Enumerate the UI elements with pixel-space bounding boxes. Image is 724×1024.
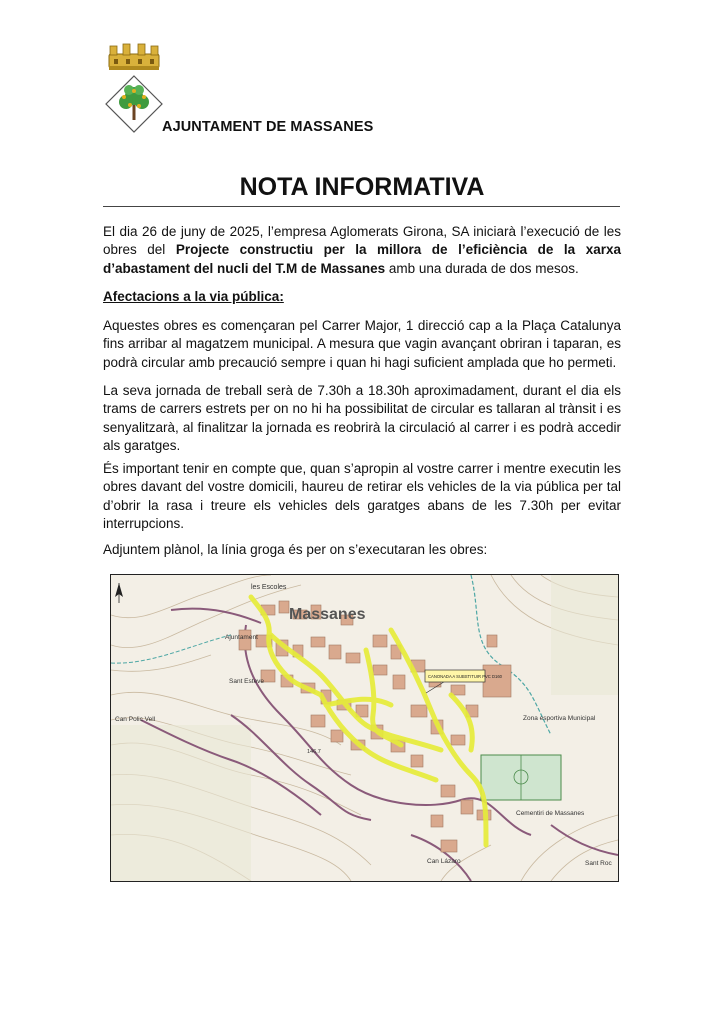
callout-label: CANONADA A SUBSTITUIR PVC D160 xyxy=(428,674,503,679)
title-divider xyxy=(103,206,620,207)
project-name: Projecte constructiu per la millora de l’eficiència de la xarxa d’abastament del nucli del T.M de Massanes xyxy=(103,242,621,276)
shield-icon xyxy=(106,76,162,132)
map-label-escoles: les Escoles xyxy=(251,584,287,591)
map-label-zona-esportiva: Zona esportiva Municipal xyxy=(523,715,596,722)
map-label-can-lazaro: Can Lázaro xyxy=(427,858,461,865)
organization-name: AJUNTAMENT DE MASSANES xyxy=(162,119,374,135)
map-label-sant-esteve: Sant Esteve xyxy=(229,678,265,685)
map-label-ajuntament: Ajuntament xyxy=(225,634,258,641)
crown-icon xyxy=(109,44,159,70)
intro-text-end: amb una durada de dos mesos. xyxy=(385,260,579,276)
paragraph-vehicles-notice: És important tenir en compte que, quan s’apropin al vostre carrer i mentre executin les obres davant del vostre domicili, haureu de retirar els vehicles de la via pública per tal d’obrir la rasa i treure els vehicles dels garatges abans de les 7.30h per evitar interrupcions. xyxy=(103,461,621,531)
map-label-sant-roc: Sant Roc xyxy=(585,860,612,867)
works-map xyxy=(110,574,619,882)
intro-text-start: El dia 26 de juny de 2025, l’empresa Aglomerats Girona, SA iniciarà l’execució de les obres del xyxy=(103,224,621,258)
map-label-can-policvell: Can Polic Vell xyxy=(115,716,156,723)
paragraph-work-hours: La seva jornada de treball serà de 7.30h a 18.30h aproximadament, durant el dia els trams de carrers estrets per on no hi ha possibilitat de circular es tallaran al trànsit i es senyalitzarà, al finalitzar la jornada es reobrirà la circulació al carrer i es podrà accedir als garatges. xyxy=(103,383,621,453)
page-title: NOTA INFORMATIVA xyxy=(239,173,485,201)
map-label-cementiri: Cementiri de Massanes xyxy=(516,810,585,817)
coat-of-arms-logo xyxy=(104,40,164,136)
paragraph-map-intro: Adjuntem plànol, la línia groga és per on s’executaran les obres: xyxy=(103,542,488,557)
map-label-spot-height: 146,7 xyxy=(307,749,321,755)
section-heading: Afectacions a la via pública: xyxy=(103,289,284,304)
map-label-town: Massanes xyxy=(289,606,366,623)
paragraph-start-works: Aquestes obres es començaran pel Carrer Major, 1 direcció cap a la Plaça Catalunya fins arribar al magatzem municipal. A mesura que vagin avançant obriran i taparan, es podrà circular amb precaució sempre i quan hi hagi suficient amplada que ho permeti. xyxy=(103,318,621,370)
intro-paragraph xyxy=(103,223,621,278)
